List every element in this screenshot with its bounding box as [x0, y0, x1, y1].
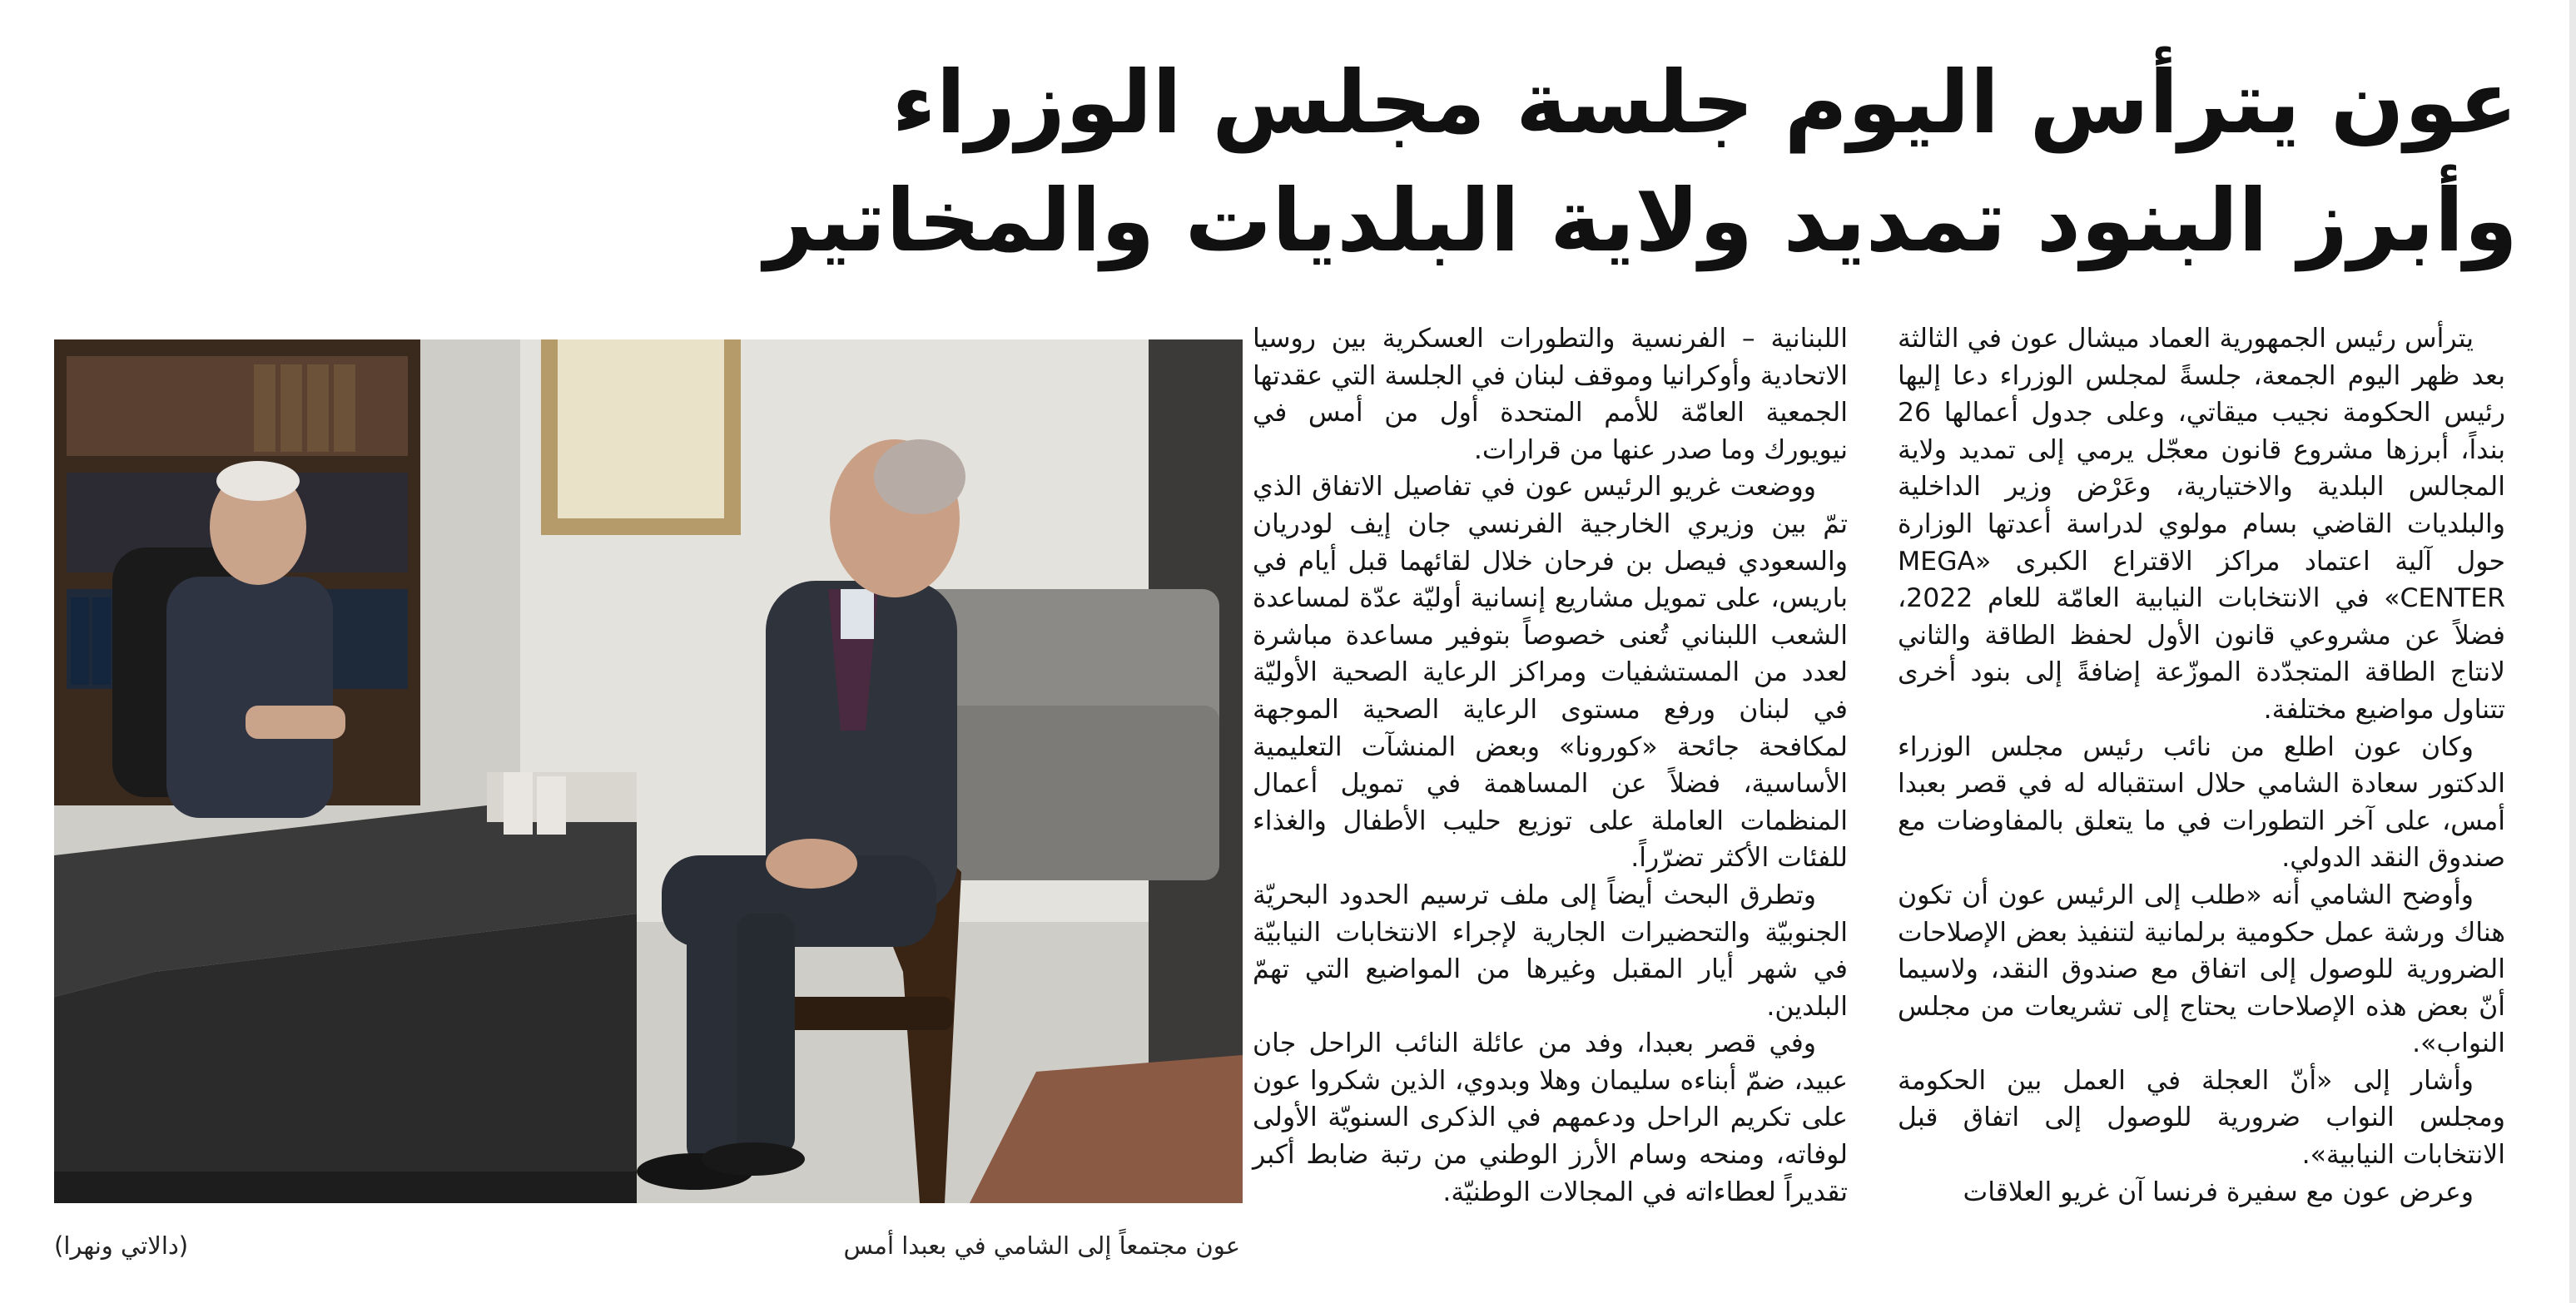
paragraph: وعرض عون مع سفيرة فرنسا آن غريو العلاقات	[1963, 1177, 2474, 1207]
photo-caption: عون مجتمعاً إلى الشامي في بعبدا أمس	[843, 1231, 1240, 1260]
headline-line-1: عون يترأس اليوم جلسة مجلس الوزراء	[891, 52, 2518, 153]
paragraph: ووضعت غريو الرئيس عون في تفاصيل الاتفاق الذي تمّ بين وزيري الخارجية الفرنسي جان إيف لودريان والسعودي فيصل بن فرحان خلال لقائهما قبل أيام في باريس، على تمويل مشاريع إنسانية أوليّة عدّة لمساعدة الشعب اللبناني تُعنى خصوصاً بتوفير مساعدة مباشرة لعدد من المستشفيات ومراكز الرعاية الصحية الأوليّة في لبنان ورفع مستوى الرعاية الصحية الموجهة لمكافحة جائحة «كورونا» وبعض المنشآت التعليمية الأساسية، فضلاً عن المساهمة في تمويل أعمال المنظمات العاملة على توزيع حليب الأطفال والغذاء للفئات الأكثر تضرّراً.	[1253, 472, 1848, 874]
paragraph: وكان عون اطلع من نائب رئيس مجلس الوزراء الدكتور سعادة الشامي حلال استقباله له في قصر بعبدا أمس، على آخر التطورات في ما يتعلق بالمفاوضات مع صندوق النقد الدولي.	[1898, 731, 2505, 874]
photo-credit: (دالاتي ونهرا)	[54, 1231, 189, 1260]
meeting-photo-illustration	[54, 339, 1243, 1203]
paragraph: وتطرق البحث أيضاً إلى ملف ترسيم الحدود البحريّة الجنوبيّة والتحضيرات الجارية لإجراء الانتخابات النيابيّة في شهر أيار المقبل وغيرها من المواضيع التي تهمّ البلدين.	[1253, 879, 1848, 1022]
news-photo	[54, 339, 1243, 1203]
paragraph: وفي قصر بعبدا، وفد من عائلة النائب الراحل جان عبيد، ضمّ أبناءه سليمان وهلا وبدوي، الذين شكروا عون على تكريم الراحل ودعمهم في الذكرى السنويّة الأولى لوفاته، ومنحه وسام الأرز الوطني من رتبة ضابط أكبر تقديراً لعطاءاته في المجالات الوطنيّة.	[1253, 1028, 1848, 1207]
paragraph: اللبنانية – الفرنسية والتطورات العسكرية بين روسيا الاتحادية وأوكرانيا وموقف لبنان في الجلسة التي عقدتها الجمعية العامّة للأمم المتحدة أول من أمس في نيويورك وما صدر عنها من قرارات.	[1253, 324, 1848, 465]
headline	[520, 43, 2518, 280]
page-edge	[2569, 0, 2576, 1303]
paragraph: وأشار إلى «أنّ العجلة في العمل بين الحكومة ومجلس النواب ضرورية للوصول إلى اتفاق قبل الانتخابات النيابية».	[1898, 1065, 2505, 1171]
article-column-1	[1898, 320, 2505, 1211]
article-column-2	[1253, 320, 1848, 1211]
paragraph: وأوضح الشامي أنه «طلب إلى الرئيس عون أن تكون هناك ورشة عمل حكومية برلمانية لتنفيذ بعض الإصلاحات الضرورية للوصول إلى اتفاق مع صندوق النقد، ولاسيما أنّ بعض هذه الإصلاحات يحتاج إلى تشريعات من مجلس النواب».	[1898, 879, 2505, 1059]
headline-line-2: وأبرز البنود تمديد ولاية البلديات والمخاتير	[764, 170, 2518, 271]
paragraph: يترأس رئيس الجمهورية العماد ميشال عون في الثالثة بعد ظهر اليوم الجمعة، جلسةً لمجلس الوزراء دعا إليها رئيس الحكومة نجيب ميقاتي، وعلى جدول أعمالها 26 بنداً، أبرزها مشروع قانون معجّل يرمي إلى تمديد ولاية المجالس البلدية والاختيارية، وعَرْض وزير الداخلية والبلديات القاضي بسام مولوي لدراسة أعدتها الوزارة حول آلية اعتماد مراكز الاقتراع الكبرى «MEGA CENTER» في الانتخابات النيابية العامّة للعام 2022، فضلاً عن مشروعي قانون الأول لحفظ الطاقة والثاني لانتاج الطاقة المتجدّدة الموزّعة إضافةً إلى بنود أخرى تتناول مواضيع مختلفة.	[1898, 324, 2505, 725]
